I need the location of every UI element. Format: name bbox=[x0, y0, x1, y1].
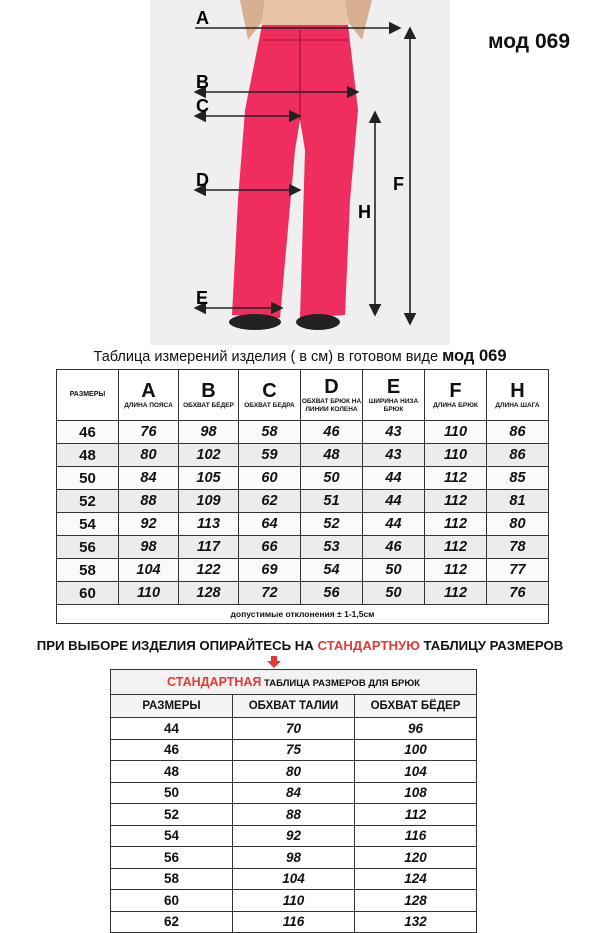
value-cell: 110 bbox=[119, 582, 179, 605]
std-value-cell: 116 bbox=[233, 911, 355, 933]
label-d: D bbox=[196, 170, 209, 190]
table-row bbox=[57, 490, 549, 513]
header-sizes: РАЗМЕРЫ bbox=[57, 370, 119, 421]
value-cell: 109 bbox=[179, 490, 239, 513]
value-cell: 110 bbox=[425, 421, 487, 444]
std-size-cell: 52 bbox=[111, 804, 233, 826]
value-cell: 51 bbox=[301, 490, 363, 513]
value-cell: 44 bbox=[363, 490, 425, 513]
label-h: H bbox=[358, 202, 371, 222]
value-cell: 76 bbox=[119, 421, 179, 444]
value-cell: 88 bbox=[119, 490, 179, 513]
header-col-b: B ОБХВАТ БЁДЕР bbox=[179, 370, 239, 421]
value-cell: 80 bbox=[487, 513, 549, 536]
table-row bbox=[111, 804, 477, 826]
std-value-cell: 132 bbox=[355, 911, 477, 933]
std-value-cell: 92 bbox=[233, 825, 355, 847]
table-row bbox=[57, 467, 549, 490]
table-row bbox=[111, 825, 477, 847]
value-cell: 77 bbox=[487, 559, 549, 582]
value-cell: 76 bbox=[487, 582, 549, 605]
table-row bbox=[111, 911, 477, 933]
value-cell: 66 bbox=[239, 536, 301, 559]
value-cell: 64 bbox=[239, 513, 301, 536]
value-cell: 50 bbox=[301, 467, 363, 490]
table-row bbox=[111, 782, 477, 804]
size-cell: 52 bbox=[57, 490, 119, 513]
value-cell: 69 bbox=[239, 559, 301, 582]
banner-text-red: СТАНДАРТНУЮ bbox=[317, 638, 420, 653]
std-value-cell: 128 bbox=[355, 890, 477, 912]
table-caption bbox=[0, 347, 600, 366]
table-row bbox=[57, 421, 549, 444]
value-cell: 58 bbox=[239, 421, 301, 444]
table-row bbox=[57, 513, 549, 536]
value-cell: 86 bbox=[487, 421, 549, 444]
value-cell: 113 bbox=[179, 513, 239, 536]
label-c: C bbox=[196, 96, 209, 116]
table-row bbox=[111, 890, 477, 912]
std-value-cell: 96 bbox=[355, 718, 477, 740]
value-cell: 105 bbox=[179, 467, 239, 490]
value-cell: 112 bbox=[425, 490, 487, 513]
std-value-cell: 88 bbox=[233, 804, 355, 826]
value-cell: 128 bbox=[179, 582, 239, 605]
table-row bbox=[111, 868, 477, 890]
value-cell: 46 bbox=[363, 536, 425, 559]
value-cell: 43 bbox=[363, 421, 425, 444]
std-value-cell: 100 bbox=[355, 739, 477, 761]
std-header-waist: ОБХВАТ ТАЛИИ bbox=[233, 695, 355, 718]
std-size-cell: 50 bbox=[111, 782, 233, 804]
size-cell: 50 bbox=[57, 467, 119, 490]
value-cell: 104 bbox=[119, 559, 179, 582]
size-cell: 58 bbox=[57, 559, 119, 582]
table-row bbox=[111, 761, 477, 783]
value-cell: 44 bbox=[363, 467, 425, 490]
std-value-cell: 120 bbox=[355, 847, 477, 869]
table-row bbox=[57, 536, 549, 559]
value-cell: 80 bbox=[119, 444, 179, 467]
table-row bbox=[111, 739, 477, 761]
std-size-cell: 46 bbox=[111, 739, 233, 761]
standard-table-title: СТАНДАРТНАЯ ТАБЛИЦА РАЗМЕРОВ ДЛЯ БРЮК bbox=[111, 670, 477, 695]
table-row bbox=[57, 582, 549, 605]
value-cell: 44 bbox=[363, 513, 425, 536]
std-value-cell: 116 bbox=[355, 825, 477, 847]
size-cell: 60 bbox=[57, 582, 119, 605]
value-cell: 84 bbox=[119, 467, 179, 490]
header-col-f: F ДЛИНА БРЮК bbox=[425, 370, 487, 421]
std-header-sizes: РАЗМЕРЫ bbox=[111, 695, 233, 718]
caption-text: Таблица измерений изделия ( в см) в готовом виде bbox=[93, 349, 443, 365]
value-cell: 92 bbox=[119, 513, 179, 536]
header-col-c: C ОБХВАТ БЕДРА bbox=[239, 370, 301, 421]
value-cell: 72 bbox=[239, 582, 301, 605]
std-value-cell: 112 bbox=[355, 804, 477, 826]
value-cell: 81 bbox=[487, 490, 549, 513]
value-cell: 102 bbox=[179, 444, 239, 467]
value-cell: 50 bbox=[363, 559, 425, 582]
table-row bbox=[111, 718, 477, 740]
model-number: мод 069 bbox=[487, 30, 570, 53]
value-cell: 59 bbox=[239, 444, 301, 467]
std-size-cell: 62 bbox=[111, 911, 233, 933]
std-header-hips: ОБХВАТ БЁДЕР bbox=[355, 695, 477, 718]
value-cell: 78 bbox=[487, 536, 549, 559]
value-cell: 98 bbox=[179, 421, 239, 444]
std-value-cell: 98 bbox=[233, 847, 355, 869]
down-arrow-icon bbox=[267, 656, 281, 668]
std-value-cell: 80 bbox=[233, 761, 355, 783]
value-cell: 43 bbox=[363, 444, 425, 467]
value-cell: 112 bbox=[425, 513, 487, 536]
size-cell: 54 bbox=[57, 513, 119, 536]
size-cell: 46 bbox=[57, 421, 119, 444]
table-row bbox=[111, 847, 477, 869]
value-cell: 122 bbox=[179, 559, 239, 582]
tolerance-note: допустимые отклонения ± 1-1,5см bbox=[57, 605, 549, 624]
std-value-cell: 110 bbox=[233, 890, 355, 912]
value-cell: 62 bbox=[239, 490, 301, 513]
size-cell: 48 bbox=[57, 444, 119, 467]
label-a: A bbox=[196, 8, 209, 28]
value-cell: 56 bbox=[301, 582, 363, 605]
std-size-cell: 58 bbox=[111, 868, 233, 890]
header-col-d: D ОБХВАТ БРЮК НА ЛИНИИ КОЛЕНА bbox=[301, 370, 363, 421]
value-cell: 112 bbox=[425, 559, 487, 582]
table-row bbox=[57, 559, 549, 582]
size-cell: 56 bbox=[57, 536, 119, 559]
std-value-cell: 104 bbox=[233, 868, 355, 890]
header-col-h: H ДЛИНА ШАГА bbox=[487, 370, 549, 421]
caption-model: мод 069 bbox=[442, 347, 507, 365]
value-cell: 112 bbox=[425, 582, 487, 605]
std-value-cell: 124 bbox=[355, 868, 477, 890]
value-cell: 110 bbox=[425, 444, 487, 467]
header-col-a: A ДЛИНА ПОЯСА bbox=[119, 370, 179, 421]
value-cell: 46 bbox=[301, 421, 363, 444]
value-cell: 85 bbox=[487, 467, 549, 490]
label-e: E bbox=[196, 288, 209, 308]
table-row bbox=[57, 444, 549, 467]
value-cell: 54 bbox=[301, 559, 363, 582]
value-cell: 50 bbox=[363, 582, 425, 605]
std-size-cell: 56 bbox=[111, 847, 233, 869]
standard-size-table bbox=[110, 669, 477, 933]
header-col-e: E ШИРИНА НИЗА БРЮК bbox=[363, 370, 425, 421]
value-cell: 48 bbox=[301, 444, 363, 467]
banner-text-2: ТАБЛИЦУ РАЗМЕРОВ bbox=[419, 638, 564, 653]
std-value-cell: 84 bbox=[233, 782, 355, 804]
std-size-cell: 44 bbox=[111, 718, 233, 740]
label-b: B bbox=[196, 72, 209, 92]
size-banner bbox=[0, 638, 600, 653]
banner-text-1: ПРИ ВЫБОРЕ ИЗДЕЛИЯ ОПИРАЙТЕСЬ НА bbox=[36, 638, 318, 653]
std-value-cell: 75 bbox=[233, 739, 355, 761]
label-f: F bbox=[393, 174, 404, 194]
std-value-cell: 108 bbox=[355, 782, 477, 804]
value-cell: 117 bbox=[179, 536, 239, 559]
value-cell: 53 bbox=[301, 536, 363, 559]
std-size-cell: 60 bbox=[111, 890, 233, 912]
value-cell: 112 bbox=[425, 536, 487, 559]
value-cell: 86 bbox=[487, 444, 549, 467]
std-value-cell: 104 bbox=[355, 761, 477, 783]
std-value-cell: 70 bbox=[233, 718, 355, 740]
value-cell: 52 bbox=[301, 513, 363, 536]
std-size-cell: 54 bbox=[111, 825, 233, 847]
value-cell: 98 bbox=[119, 536, 179, 559]
std-size-cell: 48 bbox=[111, 761, 233, 783]
value-cell: 112 bbox=[425, 467, 487, 490]
measurement-table bbox=[56, 369, 549, 624]
value-cell: 60 bbox=[239, 467, 301, 490]
